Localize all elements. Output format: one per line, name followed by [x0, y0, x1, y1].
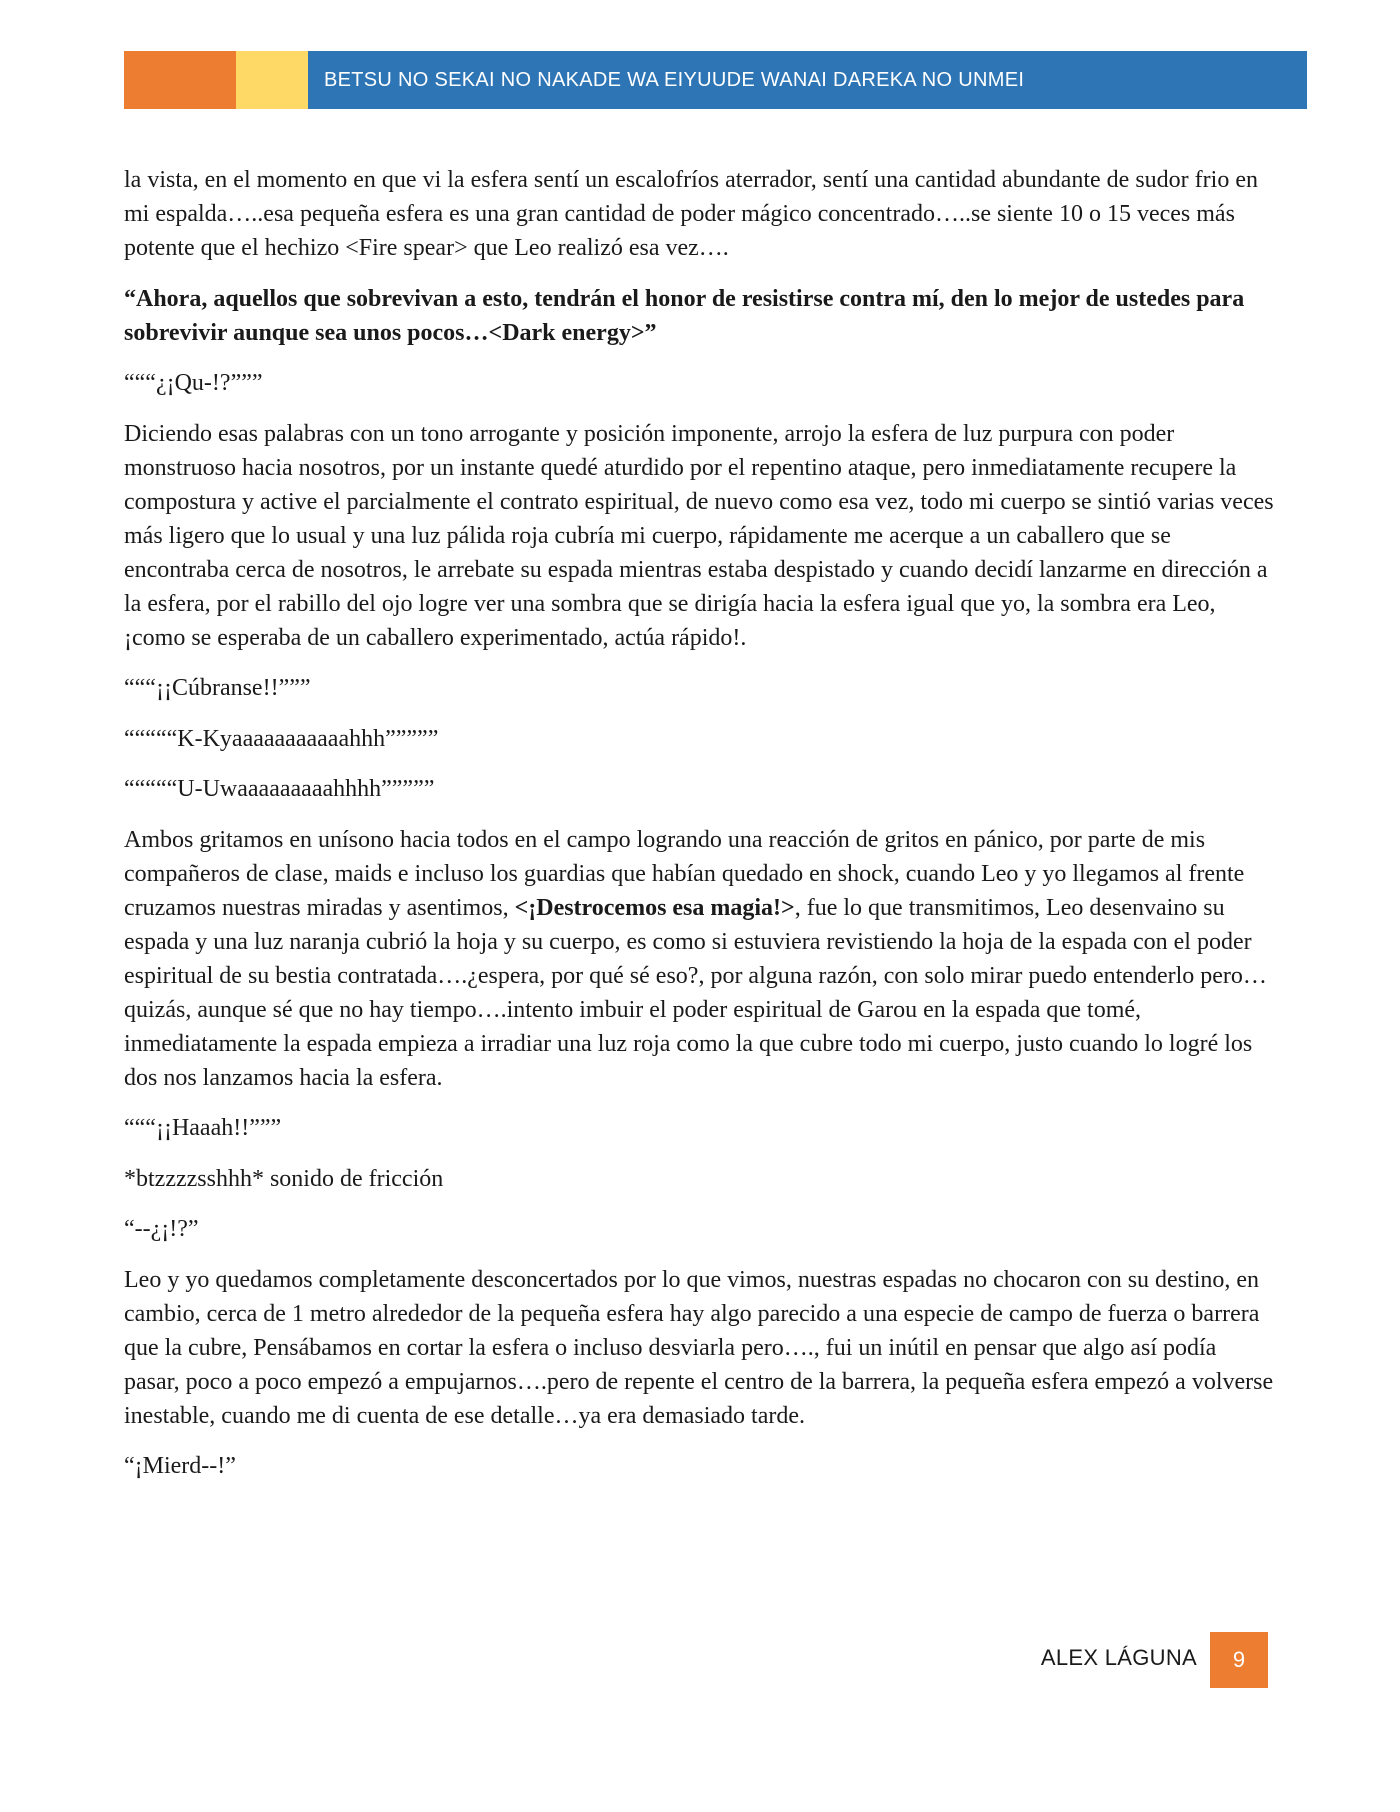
header-yellow-block — [236, 51, 308, 109]
paragraph-8-after: , fue lo que transmitimos, Leo desenvaino su espada y una luz naranja cubrió la hoja y su cuerpo, es como si estuviera revistiendo la hoja de la espada con el poder espiritual de su bestia contratada….¿espera, por qué sé eso?, por alguna razón, con solo mirar puedo entenderlo pero…quizás, aunque sé que no hay tiempo….intento imbuir el poder espiritual de Garou en la espada que tomé, inmediatamente la espada empieza a irradiar una luz roja como la que cubre todo mi cuerpo, justo cuando lo logré los dos nos lanzamos hacia la esfera. — [124, 894, 1267, 1091]
paragraph-13-dialogue: “¡Mierd--!” — [124, 1453, 236, 1479]
paragraph-9-dialogue: “““¡¡Haaah!!””” — [124, 1115, 282, 1141]
paragraph-1: la vista, en el momento en que vi la esfera sentí un escalofríos aterrador, sentí una cantidad abundante de sudor frio en mi espalda…..esa pequeña esfera es una gran cantidad de poder mágico concentrado…..se siente 10 o 15 veces más potente que el hechizo <Fire spear> que Leo realizó esa vez…. — [124, 167, 1258, 261]
paragraph-8-bold: <¡Destrocemos esa magia!> — [514, 894, 795, 921]
paragraph-4: Diciendo esas palabras con un tono arrogante y posición imponente, arrojo la esfera de luz purpura con poder monstruoso hacia nosotros, por un instante quedé aturdido por el repentino ataque, pero inmediatamente recupere la compostura y active el parcialmente el contrato espiritual, de nuevo como esa vez, todo mi cuerpo se sintió varias veces más ligero que lo usual y una luz pálida roja cubría mi cuerpo, rápidamente me acerque a un caballero que se encontraba cerca de nosotros, le arrebate su espada mientras estaba despistado y cuando decidí lanzarme en dirección a la esfera, por el rabillo del ojo logre ver una sombra que se dirigía hacia la esfera igual que yo, la sombra era Leo, ¡como se esperaba de un caballero experimentado, actúa rápido!. — [124, 420, 1274, 651]
paragraph-8 — [124, 823, 1274, 1095]
paragraph-3-dialogue: “““¿¡Qu-!?””” — [124, 370, 263, 396]
document-body — [124, 163, 1274, 1500]
paragraph-8-before: Ambos gritamos en unísono hacia todos en el campo logrando una reacción de gritos en pánico, por parte de mis compañeros de clase, maids e incluso los guardias que habían quedado en shock, cuando Leo y yo llegamos al frente cruzamos nuestras miradas y asentimos, — [124, 826, 1245, 921]
paragraph-12: Leo y yo quedamos completamente desconcertados por lo que vimos, nuestras espadas no chocaron con su destino, en cambio, cerca de 1 metro alrededor de la pequeña esfera hay algo parecido a una especie de campo de fuerza o barrera que la cubre, Pensábamos en cortar la esfera o incluso desviarla pero…., fui un inútil en pensar que algo así podía pasar, poco a poco empezó a empujarnos….pero de repente el centro de la barrera, la pequeña esfera empezó a volverse inestable, cuando me di cuenta de ese detalle…ya era demasiado tarde. — [124, 1266, 1274, 1429]
header-title: BETSU NO SEKAI NO NAKADE WA EIYUUDE WANAI DAREKA NO UNMEI — [308, 51, 1307, 109]
header-orange-block — [124, 51, 236, 109]
paragraph-2-speech: “Ahora, aquellos que sobrevivan a esto, tendrán el honor de resistirse contra mí, den lo mejor de ustedes para sobrevivir aunque sea unos pocos…<Dark energy>” — [124, 285, 1245, 346]
paragraph-6-dialogue: “““““K-Kyaaaaaaaaaaahhh””””” — [124, 725, 439, 752]
page-header — [124, 51, 1307, 109]
page-number: 9 — [1210, 1632, 1268, 1688]
paragraph-7-dialogue: “““““U-Uwaaaaaaaaahhhh””””” — [124, 776, 435, 802]
paragraph-11-dialogue: “--¿¡!?” — [124, 1216, 199, 1242]
paragraph-5-dialogue: “““¡¡Cúbranse!!””” — [124, 675, 311, 701]
footer-author: ALEX LÁGUNA — [1040, 1645, 1197, 1670]
paragraph-10: *btzzzzsshhh* sonido de fricción — [124, 1165, 444, 1192]
